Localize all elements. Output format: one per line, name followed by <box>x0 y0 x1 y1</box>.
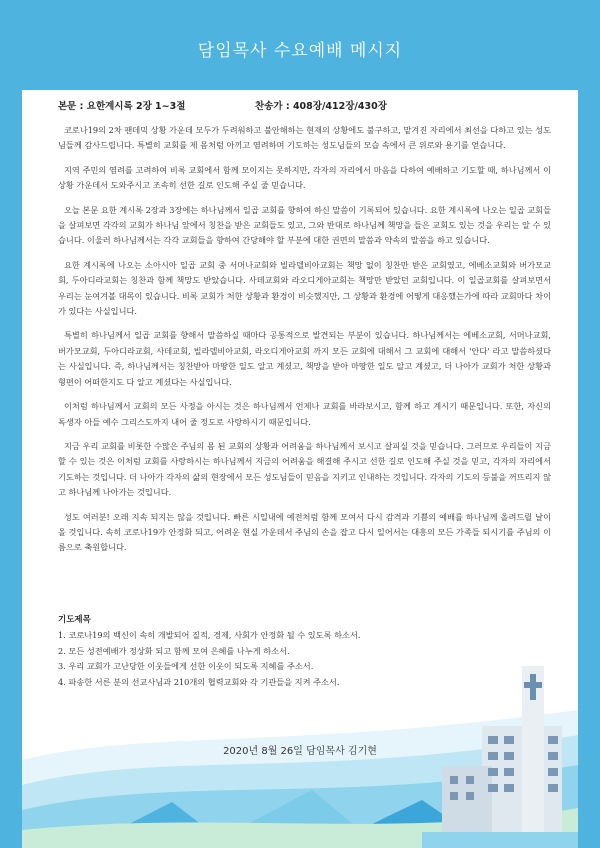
signature-line: 2020년 8월 26일 담임목사 김기현 <box>223 746 377 757</box>
prayer-item: 2. 모든 성전예배가 정상화 되고 함께 모여 은혜를 나누게 하소서. <box>58 645 290 656</box>
paragraph: 지역 주민의 염려를 고려하여 비록 교회에서 함께 모이지는 못하지만, 각자의 자리에서 마음을 다하여 예배하고 기도할 때, 하나님께서 이 상황 가운데서 도와주시고 조속히 선한 길로 인도해 주실 줄 믿습니다. <box>58 164 551 191</box>
prayer-item: 4. 파송한 서른 분의 선교사님과 210개의 협력교회와 각 기관들을 지켜 주소서. <box>58 676 340 687</box>
scripture-reference: 본문 : 요한계시록 2장 1~3절 <box>58 101 186 112</box>
paragraph: 성도 여러분! 오래 지속 되지는 않을 것입니다. 빠른 시일내에 예전처럼 함께 모여서 다시 감격과 기쁨의 예배를 하나님께 올려드릴 날이 올 것입니다. 속히 코로나19가 안정화 되고, 어려운 현실 가운데서 주님의 손을 잡고 다시 일어서는 대흥의 모든 가족들 되시기를 주님의 이름으로 축원합니다. <box>58 511 551 553</box>
paragraph: 이처럼 하나님께서 교회의 모든 사정을 아시는 것은 하나님께서 언제나 교회를 바라보시고, 함께 하고 계시기 때문입니다. 또한, 자신의 독생자 아들 예수 그리스도까지 내어 줄 정도로 사랑하시기 때문입니다. <box>58 401 551 427</box>
paragraph: 요한 계시록에 나오는 소아시아 일곱 교회 중 서머나교회와 빌라델비아교회는 책망 없이 칭찬만 받은 교회였고, 에베소교회와 버가모교회, 두아디라교회는 칭찬과 함께 책망도 받았습니다. 사데교회와 라오디게아교회는 책망만 받았던 교회입니다. 이 일곱교회를 살펴보면서 우리는 눈여겨볼 대목이 있습니다. 비록 교회가 처한 상황과 환경이 비슷했지만, 그 상황과 환경에 어떻게 대응했는가에 따라 교회마다 차이가 있다는 사실입니다. <box>58 259 551 317</box>
hymn-numbers: 찬송가 : 408장/412장/430장 <box>255 101 387 112</box>
paragraph: 코로나19의 2차 팬데믹 상황 가운데 모두가 두려워하고 불안해하는 현재의 상황에도 불구하고, 맡겨진 자리에서 최선을 다하고 있는 성도님들께 감사드립니다. 특별히 교회를 제 몸처럼 아끼고 염려하며 기도하는 성도님들의 모습 속에서 큰 위로와 용기를 얻습니다. <box>58 125 551 151</box>
header-band <box>0 0 600 90</box>
prayer-item: 1. 코로나19의 백신이 속히 개발되어 질적, 경제, 사회가 안정화 될 수 있도록 하소서. <box>58 630 361 641</box>
paragraph: 오늘 본문 요한 계시록 2장과 3장에는 하나님께서 일곱 교회를 향하여 하신 말씀이 기록되어 있습니다. 요한 계시록에 나오는 일곱 교회들을 살펴보면 각각의 교회가 하나님 앞에서 칭찬을 받은 교회들도 있고, 그와 반대로 하나님께 책망을 들은 교회도 있는 것을 우리는 알 수 있습니다. 이울러 하나님께서는 각각 교회들을 향하여 간당해야 할 부분에 대한 권면의 말씀과 약속의 말씀을 하고 있습니다. <box>58 204 551 246</box>
paragraph: 지금 우리 교회를 비롯한 수많은 주님의 몸 된 교회의 상황과 어려움을 하나님께서 보시고 살피실 것을 믿습니다. 그러므로 우리들이 지금 할 수 있는 것은 이처럼 교회를 사랑하시는 하나님께서 지금의 어려움을 해결해 주시고 선한 길로 인도해 주실 것을 믿고, 각자의 자리에서 기도하는 것입니다. 더 나아가 각자의 삶의 현장에서 모든 성도님들이 믿음을 지키고 인내하는 것입니다. 각자의 기도의 등불을 꺼뜨리지 않고 하나님께 나아가는 것입니다. <box>58 440 551 498</box>
service-info <box>58 98 558 114</box>
message-panel <box>22 90 578 848</box>
page-title: 담임목사 수요예배 메시지 <box>197 41 403 61</box>
prayer-heading: 기도제목 <box>58 615 91 625</box>
prayer-item: 3. 우리 교회가 고난당한 이웃들에게 선한 이웃이 되도록 지혜를 주소서. <box>58 661 314 672</box>
sermon-body <box>58 123 551 565</box>
paragraph: 특별히 하나님께서 일곱 교회를 향해서 말씀하실 때마다 공통적으로 발견되는 부분이 있습니다. 하나님께서는 에베소교회, 서머나교회, 버가모교회, 두아디라교회, 사데교회, 빌라델비아교회, 라오디게아교회 까지 모든 교회에 대해서 그 교회에 대해서 '안다' 라고 말씀하셨다는 사실입니다. 즉, 하나님께서는 칭찬받아 마땅한 일도 알고 계셨고, 책망을 받아 마땅한 일도 알고 계셨고, 더 나아가 교회가 처한 상황과 형편이 어떠한지도 다 알고 계셨다는 사실입니다. <box>58 330 551 387</box>
